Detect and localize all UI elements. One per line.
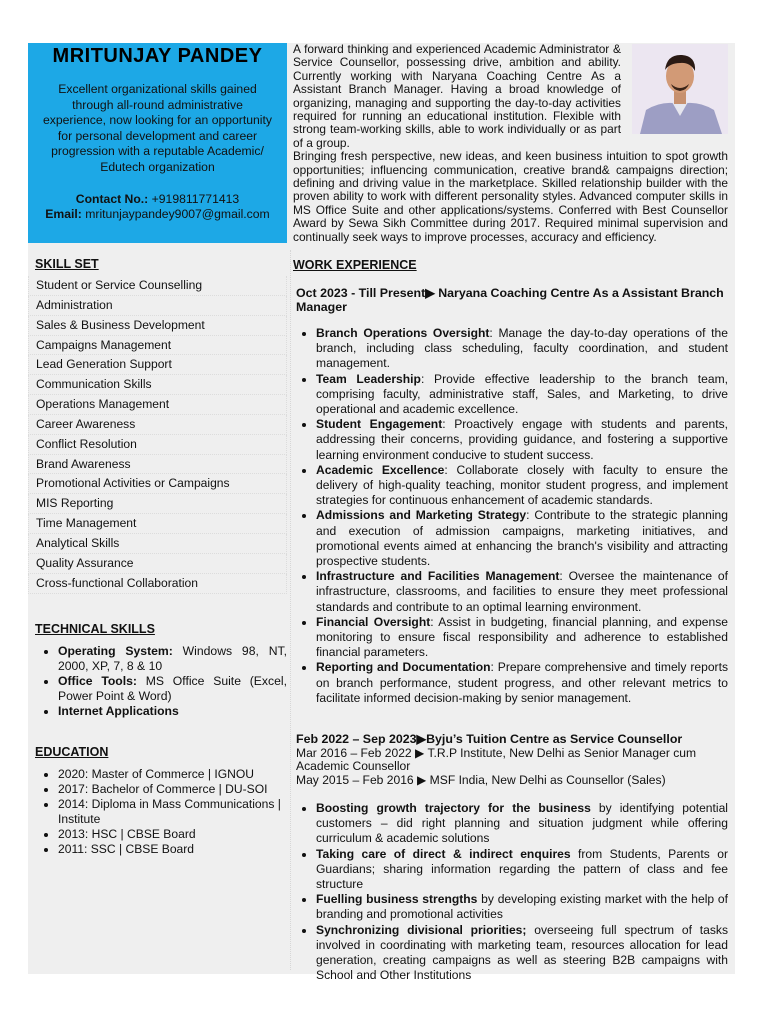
objective-text: Excellent organizational skills gained through all-round administrative experience, now looking for an opportunity for personal development and career progression with a reputable Academic/ Edutech organization bbox=[43, 82, 272, 174]
duty-item bbox=[316, 372, 728, 418]
duty-item bbox=[316, 326, 728, 372]
skill-item: Promotional Activities or Campaigns bbox=[28, 474, 287, 494]
duty-text: : Provide effective leadership to the branch team, comprising faculty, administrative staff, Sales, and Marketing, to drive operational and academic excellence. bbox=[316, 371, 729, 417]
duty-text: : Oversee the maintenance of infrastructure, classrooms, and facilities to ensure they meet professional standards and contribute to an optimal learning environment. bbox=[316, 569, 729, 614]
tech-item bbox=[58, 704, 287, 719]
duty-item bbox=[316, 892, 728, 922]
job-heading: Oct 2023 - Till Present▶ Naryana Coaching Centre As a Assistant Branch Manager bbox=[296, 286, 724, 314]
duty-text: : Proactively engage with students and parents, addressing their concerns, providing guidance, and fostering a supportive learning environment conducive to student success. bbox=[316, 417, 728, 462]
skill-item: Brand Awareness bbox=[28, 455, 287, 475]
skill-set-title: SKILL SET bbox=[35, 257, 99, 271]
duty-item bbox=[316, 615, 728, 661]
skill-item: Conflict Resolution bbox=[28, 435, 287, 455]
duty-item bbox=[316, 463, 728, 509]
tech-item-label: Office Tools: bbox=[58, 673, 137, 688]
candidate-name: MRITUNJAY PANDEY bbox=[52, 45, 263, 67]
profile-photo bbox=[632, 44, 728, 134]
duty-text: : Assist in budgeting, financial planning, and expense monitoring to ensure fiscal responsibility and adherence to established financial parameters. bbox=[316, 614, 729, 660]
skill-item: Career Awareness bbox=[28, 415, 287, 435]
job-heading: May 2015 – Feb 2016 ▶ MSF India, New Delhi as Counsellor (Sales) bbox=[296, 773, 666, 788]
tech-item-text: MS Office Suite (Excel, Power Point & Word) bbox=[58, 673, 287, 703]
duty-text: by identifying potential customers – did right planning and situation judgment while offering curriculum & academic solutions bbox=[316, 800, 728, 846]
duty-text: : Collaborate closely with faculty to ensure the delivery of high-quality teaching, monitor student progress, and implement strategies for continuous enhancement of academic standards. bbox=[316, 462, 728, 508]
duty-label: Financial Oversight bbox=[316, 614, 431, 629]
tech-item-label: Operating System: bbox=[58, 643, 173, 658]
duty-text: : Manage the day-to-day operations of the branch, including class scheduling, faculty coordination, and student management. bbox=[316, 326, 728, 371]
skill-item: Analytical Skills bbox=[28, 534, 287, 554]
job-duties-list bbox=[293, 326, 728, 706]
duty-label: Academic Excellence bbox=[316, 462, 445, 477]
duty-label: Admissions and Marketing Strategy bbox=[316, 508, 527, 523]
contact-email bbox=[28, 207, 287, 222]
duty-item bbox=[316, 660, 728, 706]
skill-item: Student or Service Counselling bbox=[28, 276, 287, 296]
education-item: • 2014: Diploma in Mass Communications | Institute bbox=[58, 797, 287, 827]
duty-text: overseeing full spectrum of tasks involved in coordinating with marketing team, resources allocation for lead generation, creating campaigns as well as steering B2B campaigns with School and Other Institutions bbox=[316, 922, 728, 983]
duty-label: Branch Operations Oversight bbox=[316, 326, 490, 340]
skill-item: Time Management bbox=[28, 514, 287, 534]
education-title: EDUCATION bbox=[35, 744, 109, 759]
duty-label: Synchronizing divisional priorities; bbox=[316, 922, 527, 937]
job-duties-list bbox=[293, 801, 728, 983]
duty-text: from Students, Parents or Guardians; sharing information regarding the pattern of class and fee structure bbox=[316, 846, 728, 891]
job-heading: Mar 2016 – Feb 2022 ▶ T.R.P Institute, New Delhi as Senior Manager cum Academic Counsellor bbox=[296, 745, 697, 774]
duty-item bbox=[316, 801, 728, 847]
summary-bottom: Bringing fresh perspective, new ideas, and keen business intuition to spot growth opportunities; influencing communication, creative brand& campaigns direction; defining and driving value in the marketplace. Skilled relationship builder with the proven ability to work with different personality styles. Advanced computer skills in MS Office Suite and other applications/systems. Conferred with Best Counsellor Award by Sewa Sikh Committee during 2017. Required minimal supervision and continually seek ways to improve processes, accuracy and efficiency. bbox=[293, 149, 728, 244]
education-item: • 2017: Bachelor of Commerce | DU-SOI bbox=[58, 782, 287, 797]
contact-label: Contact No.: bbox=[75, 192, 149, 206]
contact-phone bbox=[28, 192, 287, 207]
skill-item: Sales & Business Development bbox=[28, 316, 287, 336]
person-portrait-icon bbox=[632, 44, 728, 134]
tech-item bbox=[58, 644, 287, 674]
work-experience-title: WORK EXPERIENCE bbox=[293, 258, 417, 272]
skill-item: Communication Skills bbox=[28, 375, 287, 395]
email-value: mritunjaypandey9007@gmail.com bbox=[85, 207, 270, 221]
duty-item bbox=[316, 569, 728, 615]
duty-label: Infrastructure and Facilities Management bbox=[316, 569, 560, 584]
education-list bbox=[34, 767, 287, 857]
duty-label: Reporting and Documentation bbox=[316, 660, 491, 675]
duty-label: Student Engagement bbox=[316, 417, 443, 432]
duty-label: Team Leadership bbox=[316, 371, 421, 386]
duty-label: Taking care of direct & indirect enquires bbox=[316, 846, 571, 861]
column-divider bbox=[290, 250, 291, 970]
tech-item bbox=[58, 674, 287, 704]
header-box bbox=[28, 43, 287, 243]
email-label: Email: bbox=[45, 207, 82, 221]
skill-item: Lead Generation Support bbox=[28, 355, 287, 375]
duty-label: Boosting growth trajectory for the business bbox=[316, 800, 591, 815]
duty-text: by developing existing market with the help of branding and promotional activities bbox=[316, 892, 728, 922]
tech-item-text: Windows 98, NT, 2000, XP, 7, 8 & 10 bbox=[58, 643, 287, 673]
skill-item: MIS Reporting bbox=[28, 494, 287, 514]
skill-item: Campaigns Management bbox=[28, 336, 287, 356]
education-item: • 2020: Master of Commerce | IGNOU bbox=[58, 767, 287, 782]
technical-skills-list bbox=[34, 644, 287, 719]
duty-item bbox=[316, 923, 728, 984]
duty-text: : Contribute to the strategic planning and execution of admission campaigns, marketing initiatives, and promotional events aimed at enhancing the branch's visibility and attracting prospective students. bbox=[316, 508, 728, 569]
education-item: • 2011: SSC | CBSE Board bbox=[58, 842, 287, 857]
job-heading: Feb 2022 – Sep 2023▶Byju’s Tuition Centre as Service Counsellor bbox=[296, 732, 683, 747]
contact-phone-value: +919811771413 bbox=[151, 192, 240, 206]
duty-item bbox=[316, 508, 728, 569]
tech-item-label: Internet Applications bbox=[58, 703, 179, 718]
summary-top: A forward thinking and experienced Academic Administrator & Service Counsellor, possessing drive, ambition and ability. Currently working with Naryana Coaching Centre As a Assistant Branch Manager. Having a broad knowledge of organizing, managing and supporting the day-to-day activities required for running an educational institution. Flexible with strong team-working skills, able to work individually or as part of a group. bbox=[293, 42, 621, 150]
right-column bbox=[293, 258, 728, 983]
duty-label: Fuelling business strengths bbox=[316, 892, 478, 907]
skill-item: Operations Management bbox=[28, 395, 287, 415]
duty-item bbox=[316, 417, 728, 463]
duty-item bbox=[316, 847, 728, 893]
education-item: • 2013: HSC | CBSE Board bbox=[58, 827, 287, 842]
skill-item: Administration bbox=[28, 296, 287, 316]
left-column bbox=[28, 243, 287, 857]
duty-text: : Prepare comprehensive and timely reports on branch performance, student progress, and other relevant metrics to facilitate informed decision-making by senior management. bbox=[316, 660, 728, 705]
skill-list bbox=[28, 276, 287, 594]
skill-item: Cross-functional Collaboration bbox=[28, 574, 287, 594]
skill-item: Quality Assurance bbox=[28, 554, 287, 574]
technical-skills-title: TECHNICAL SKILLS bbox=[35, 621, 155, 636]
contact-block bbox=[28, 192, 287, 222]
